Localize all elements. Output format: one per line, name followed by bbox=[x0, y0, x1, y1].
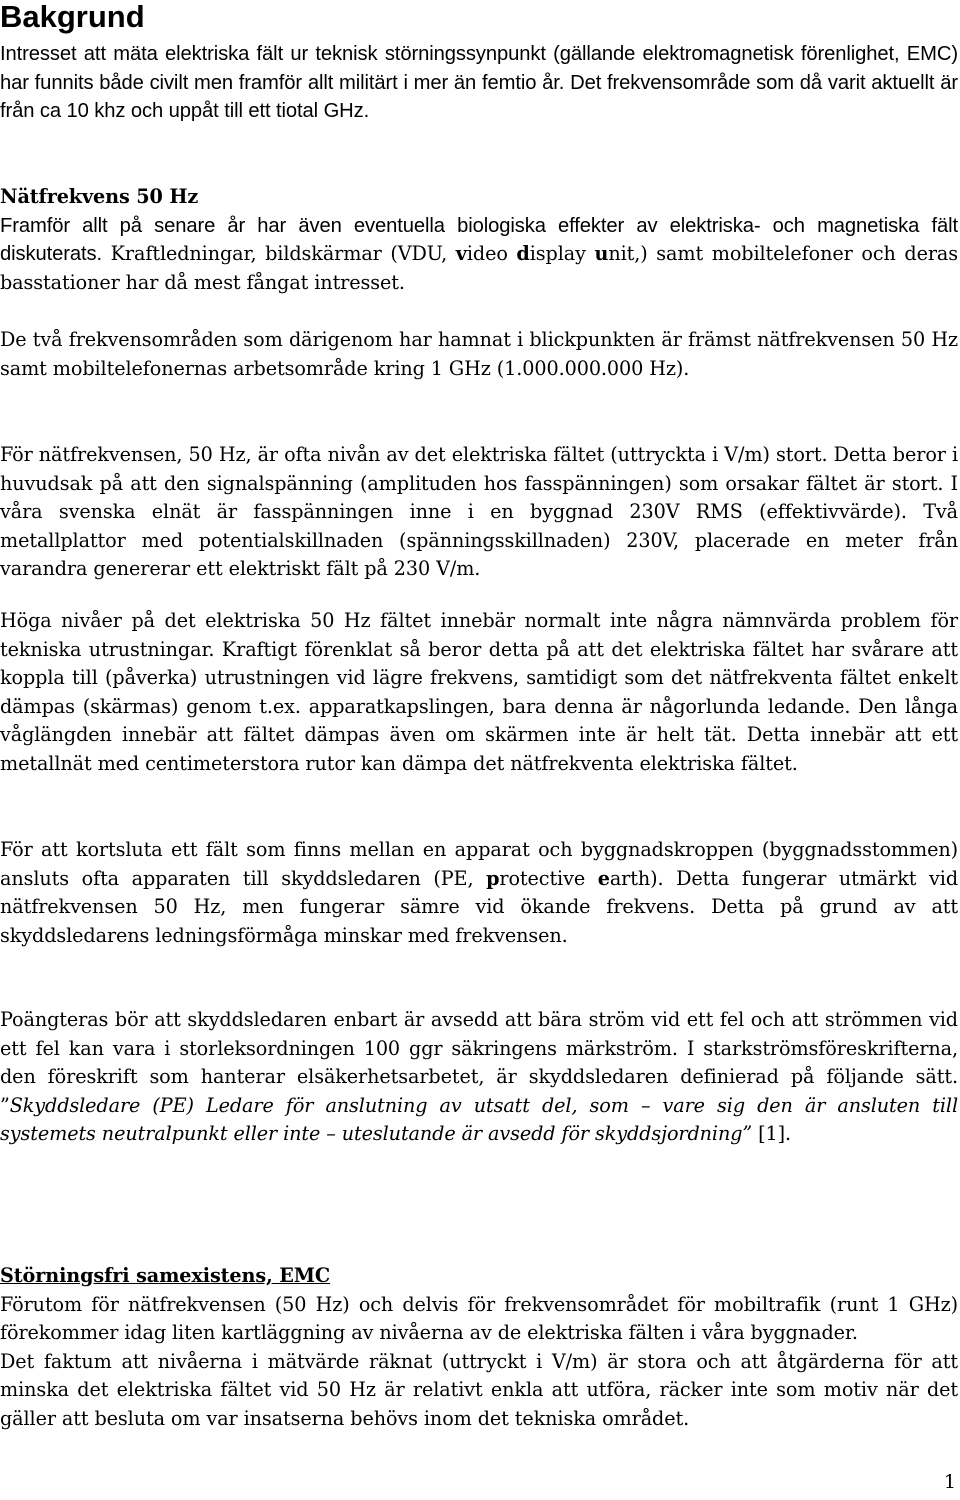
s1-paragraph-1e: isplay bbox=[529, 242, 595, 265]
s1-paragraph-1b: Kraftledningar, bildskärmar (VDU, bbox=[102, 242, 456, 265]
s1-paragraph-6 bbox=[0, 1006, 958, 1149]
s1-acronym-p: p bbox=[486, 866, 500, 890]
s1-paragraph-6a: Poängteras bör att skyddsledaren enbart är avsedd att bära ström vid ett fel och att strömmen vid ett fel kan vara i storleksordningen 100 ggr säkringens märkström. I starkströmsföreskrifterna, den föreskrift som hanterar elsäkerhetsarbetet, är skyddsledaren definierad på följande sätt. ” bbox=[0, 1008, 958, 1117]
s1-paragraph-4: Höga nivåer på det elektriska 50 Hz fältet innebär normalt inte några nämnvärda problem för tekniska utrustningar. Kraftigt förenklat så beror detta på att det elektriska fältet har svårare att koppla till (påverka) utrustningen vid lägre frekvens, samtidigt som det nätfrekventa fältet enkelt dämpas (skärmas) genom t.ex. apparatkapslingen, bara denna är någorlunda ledande. Den långa våglängden innebär att fältet dämpas även om skärmen inte är helt tät. Detta innebär att ett metallnät med centimeterstora rutor kan dämpa det nätfrekventa elektriska fältet. bbox=[0, 609, 958, 775]
reference-citation: [1]. bbox=[752, 1122, 791, 1145]
s1-paragraph-2: De två frekvensområden som därigenom har hamnat i blickpunkten är främst nätfrekvensen 50 Hz samt mobiltelefonernas arbetsområde kring 1 GHz (1.000.000.000 Hz). bbox=[0, 328, 958, 380]
s1-paragraph-5c: arth). Detta fungerar utmärkt vid nätfrekvensen 50 Hz, men fungerar sämre vid ökande frekvens. Detta på grund av att skyddsledarens ledningsförmåga minskar med frekvensen. bbox=[0, 866, 958, 947]
s1-acronym-e: e bbox=[597, 866, 610, 890]
s1-acronym-v: v bbox=[455, 242, 467, 265]
page-number: 1 bbox=[943, 1471, 956, 1493]
section-nätfrekvens-intro bbox=[0, 183, 958, 297]
s1-acronym-u: u bbox=[594, 242, 609, 265]
s1-acronym-d: d bbox=[516, 242, 530, 265]
section-emc bbox=[0, 1262, 958, 1433]
s1-paragraph-1c: ideo bbox=[466, 242, 517, 265]
s1-paragraph-5b: rotective bbox=[499, 866, 598, 890]
s1-paragraph-1a: Framför allt på senare år har även eventuella biologiska effekter av elektriska- och magnetiska fält diskuterats. bbox=[0, 214, 958, 265]
section-title-emc: Störningsfri samexistens, EMC bbox=[0, 1264, 331, 1287]
intro-paragraph: Intresset att mäta elektriska fält ur teknisk störningssynpunkt (gällande elektromagnetisk förenlighet, EMC) har funnits både civilt men framför allt militärt i mer än femtio år. Det frekvensområde som då varit aktuellt är från ca 10 khz och uppåt till ett tiotal GHz. bbox=[0, 43, 958, 122]
definition-quote: Skyddsledare (PE) Ledare för anslutning av utsatt del, som – vare sig den är ansluten till systemets neutralpunkt eller inte – uteslutande är avsedd för skyddsjordning” bbox=[0, 1093, 958, 1145]
s2-paragraph-1: Förutom för nätfrekvensen (50 Hz) och delvis för frekvensområdet för mobiltrafik (runt 1 GHz) förekommer idag liten kartläggning av nivåerna av de elektriska fälten i våra byggnader. bbox=[0, 1292, 958, 1344]
section-title-natfrekvens: Nätfrekvens 50 Hz bbox=[0, 185, 199, 208]
s1-paragraph-5a: För att kortsluta ett fält som finns mellan en apparat och byggnadskroppen (byggnadsstommen) ansluts ofta apparaten till skyddsledaren (PE, bbox=[0, 838, 958, 890]
s1-paragraph-3: För nätfrekvensen, 50 Hz, är ofta nivån av det elektriska fältet (uttryckta i V/m) stort. Detta beror i huvudsak på att den signalspänning (amplituden hos fasspänningen) som orsakar fältet är stort. I våra svenska elnät är fasspänningen inne i en byggnad 230V RMS (effektivvärde). Två metallplattor med potentialskillnaden (spänningsskillnaden) 230V, placerade en meter från varandra genererar ett elektriskt fält på 230 V/m. bbox=[0, 443, 958, 580]
s1-paragraph-5 bbox=[0, 836, 958, 950]
page-heading: Bakgrund bbox=[0, 0, 145, 34]
s1-paragraph-1f: nit,) samt mobiltelefoner och deras basstationer har då mest fångat intresset. bbox=[0, 242, 958, 294]
s2-paragraph-2: Det faktum att nivåerna i mätvärde räknat (uttryckt i V/m) är stora och att åtgärderna för att minska det elektriska fältet vid 50 Hz är relativt enkla att utföra, räcker inte som motiv när det gäller att besluta om var insatserna behövs inom det tekniska området. bbox=[0, 1349, 958, 1430]
